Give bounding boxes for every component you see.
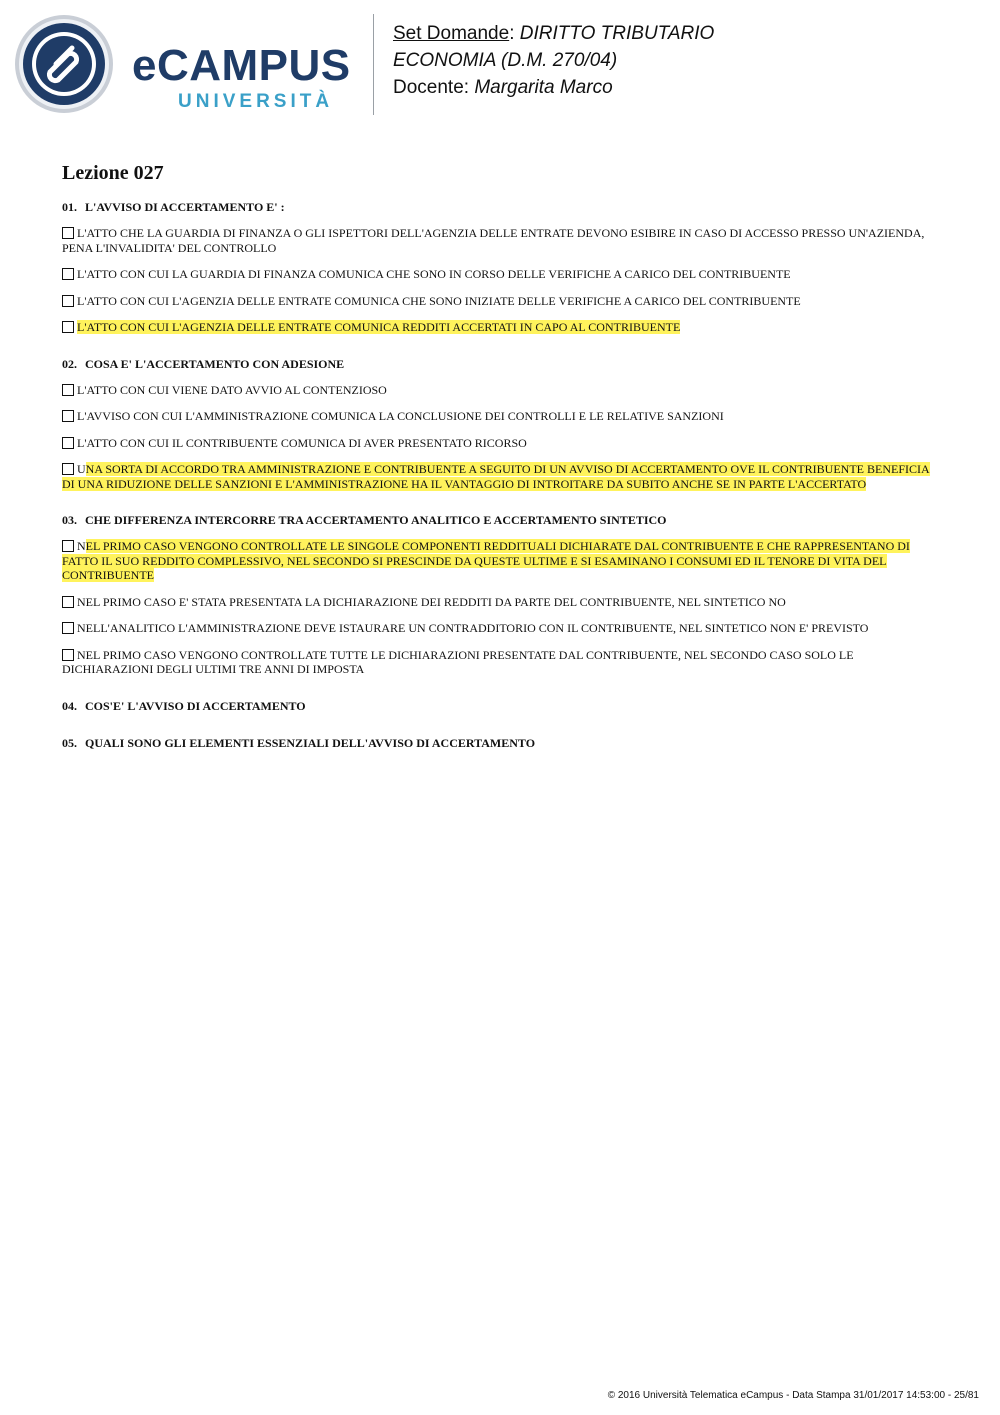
answer-option [62,383,937,398]
question-text: L'AVVISO DI ACCERTAMENTO E' : [85,200,285,214]
answer-text: NEL PRIMO CASO VENGONO CONTROLLATE TUTTE LE DICHIARAZIONI PRESENTATE DAL CONTRIBUENTE, NEL SECONDO CASO SOLO LE DICHIARAZIONI DEGLI ULTIMI TRE ANNI DI IMPOSTA [62,647,854,676]
subject-line-2: ECONOMIA (D.M. 270/04) [393,50,618,71]
teacher-label: Docente: [393,77,475,98]
set-separator: : [509,23,520,44]
answer-option [62,320,937,335]
answer-option [62,226,937,255]
logo-subtitle: UNIVERSITÀ [178,91,334,112]
subject-line-1: DIRITTO TRIBUTARIO [519,23,715,44]
answer-highlighted-text: L'ATTO CON CUI L'AGENZIA DELLE ENTRATE COMUNICA REDDITI ACCERTATI IN CAPO AL CONTRIBUENTE [77,320,681,334]
answer-option [62,621,937,636]
answer-text: L'ATTO CON CUI VIENE DATO AVVIO AL CONTENZIOSO [77,382,387,397]
checkbox[interactable] [62,540,74,552]
checkbox[interactable] [62,649,74,661]
question-5 [62,736,937,751]
answer-text: NEL PRIMO CASO E' STATA PRESENTATA LA DICHIARAZIONE DEI REDDITI DA PARTE DEL CONTRIBUENTE, NEL SINTETICO NO [77,594,786,609]
checkbox[interactable] [62,596,74,608]
university-seal-icon [14,14,114,114]
question-text: QUALI SONO GLI ELEMENTI ESSENZIALI DELL'AVVISO DI ACCERTAMENTO [85,735,536,750]
answer-option [62,539,937,583]
checkbox[interactable] [62,227,74,239]
answer-text: L'ATTO CHE LA GUARDIA DI FINANZA O GLI ISPETTORI DELL'AGENZIA DELLE ENTRATE DEVONO ESIBIRE IN CASO DI ACCESSO PRESSO UN'AZIENDA, PENA L'INVALIDITA' DEL CONTROLLO [62,226,925,255]
question-4 [62,699,937,714]
teacher-name: Margarita Marco [474,77,613,98]
answer-text: L'ATTO CON CUI L'AGENZIA DELLE ENTRATE COMUNICA CHE SONO INIZIATE DELLE VERIFICHE A CARICO DEL CONTRIBUENTE [77,293,801,308]
question-heading [62,513,937,528]
answer-text-lead: N [77,539,86,553]
question-heading [62,200,937,215]
checkbox[interactable] [62,295,74,307]
question-number: 02. [62,356,77,371]
logo-wordmark: eCAMPUS [132,41,351,90]
question-number: 05. [62,735,77,750]
checkbox[interactable] [62,463,74,475]
checkbox[interactable] [62,384,74,396]
answer-highlighted-text: EL PRIMO CASO VENGONO CONTROLLATE LE SINGOLE COMPONENTI REDDITUALI DICHIARATE DAL CONTRIBUENTE E CHE RAPPRESENTANO DI FATTO IL SUO REDDITO COMPLESSIVO, NEL SECONDO SI PRESCINDE DA QUESTE ULTIME E SI ESAMINANO I CONSUMI ED IL TENORE DI VITA DEL CONTRIBUENTE [62,539,910,582]
set-line [393,20,714,47]
answer-highlighted-text: NA SORTA DI ACCORDO TRA AMMINISTRAZIONE E CONTRIBUENTE A SEGUITO DI UN AVVISO DI ACCERTAMENTO OVE IL CONTRIBUENTE BENEFICIA DI UNA RIDUZIONE DELLE SANZIONI E L'AMMINISTRAZIONE HA IL VANTAGGIO DI INTROITARE DA SUBITO ANCHE SE IN PARTE L'ACCERTATO [62,462,930,491]
question-list [62,200,937,751]
ecampus-logo [14,14,359,118]
question-heading [62,699,937,714]
answer-text: NELL'ANALITICO L'AMMINISTRAZIONE DEVE ISTAURARE UN CONTRADDITORIO CON IL CONTRIBUENTE, NEL SINTETICO NON E' PREVISTO [77,621,869,635]
answer-option [62,648,937,677]
question-number: 01. [62,200,77,214]
question-text: COSA E' L'ACCERTAMENTO CON ADESIONE [85,356,345,371]
checkbox[interactable] [62,321,74,333]
answer-text-lead: U [77,462,86,476]
header-info [393,20,714,101]
question-number: 03. [62,513,77,527]
answer-text: L'ATTO CON CUI LA GUARDIA DI FINANZA COMUNICA CHE SONO IN CORSO DELLE VERIFICHE A CARICO DEL CONTRIBUENTE [77,267,791,281]
question-3 [62,513,937,677]
answer-text: L'ATTO CON CUI IL CONTRIBUENTE COMUNICA DI AVER PRESENTATO RICORSO [77,435,527,450]
question-text: COS'E' L'AVVISO DI ACCERTAMENTO [85,698,306,713]
checkbox[interactable] [62,268,74,280]
page-footer: © 2016 Università Telematica eCampus - Data Stampa 31/01/2017 14:53:00 - 25/81 [607,1390,979,1401]
question-set [62,160,937,773]
checkbox[interactable] [62,437,74,449]
teacher-line [393,74,714,101]
answer-text: L'AVVISO CON CUI L'AMMINISTRAZIONE COMUNICA LA CONCLUSIONE DEI CONTROLLI E LE RELATIVE SANZIONI [77,409,724,423]
answer-option [62,462,937,491]
question-heading [62,736,937,751]
lesson-title: Lezione 027 [62,162,164,184]
answer-option [62,409,937,424]
question-text: CHE DIFFERENZA INTERCORRE TRA ACCERTAMENTO ANALITICO E ACCERTAMENTO SINTETICO [85,513,667,527]
checkbox[interactable] [62,622,74,634]
question-number: 04. [62,698,77,713]
answer-option [62,436,937,451]
header-divider [373,14,374,115]
question-2 [62,357,937,492]
answer-option [62,267,937,282]
question-heading [62,357,937,372]
answer-option [62,294,937,309]
answer-option [62,595,937,610]
checkbox[interactable] [62,410,74,422]
set-label: Set Domande [393,23,510,44]
question-1 [62,200,937,335]
